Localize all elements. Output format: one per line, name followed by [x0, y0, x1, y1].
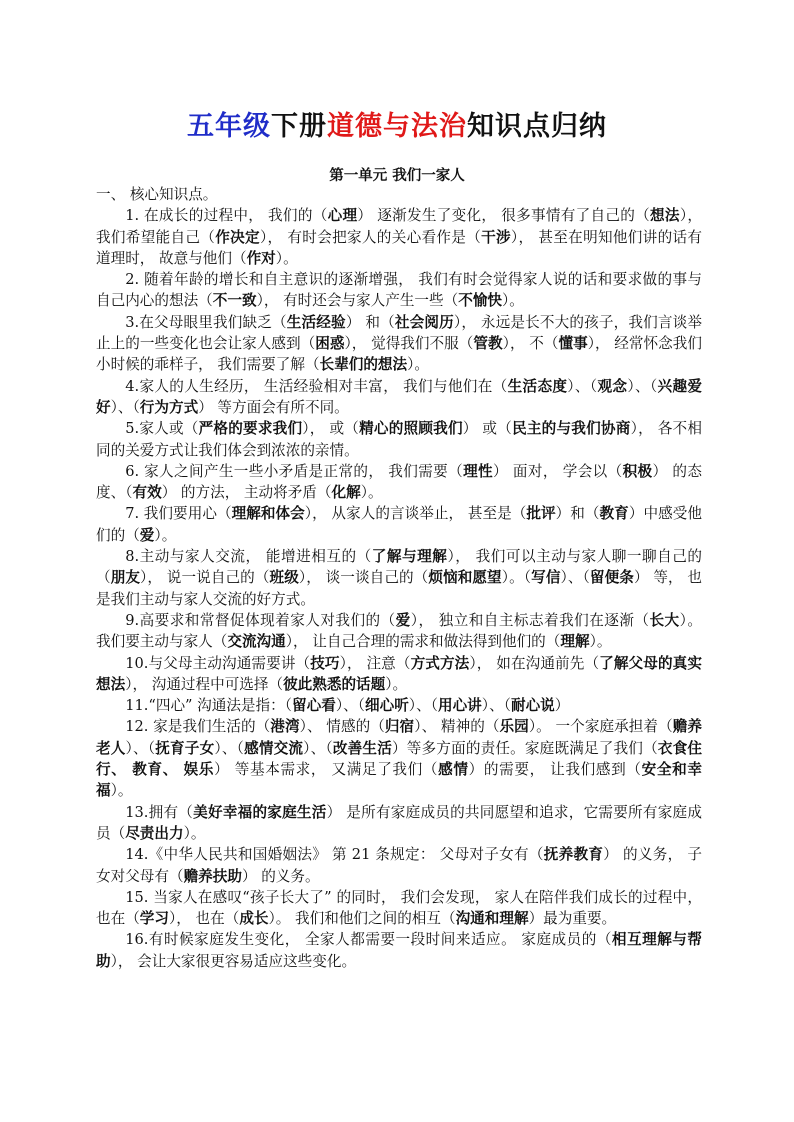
key-term: 理性 — [463, 462, 493, 480]
key-term: 不愉快 — [458, 292, 503, 310]
text-run: 12. 家是我们生活的（ — [125, 718, 271, 736]
text-run: ） 逐渐发生了变化， 很多事情有了自己的（ — [357, 207, 651, 225]
text-run: ）， 也在（ — [169, 910, 240, 928]
text-run: ） 的义务。 — [241, 867, 320, 885]
text-run: ） 等， 也是我们主动与家人交流的好方式。 — [96, 569, 702, 608]
key-term: 赡养老人 — [96, 718, 702, 757]
text-run: ）， 永远是长不大的孩子，我们言谈举止上的一些变化也会让家人感到（ — [96, 313, 703, 353]
text-run: ）最为重要。 — [528, 910, 617, 928]
text-run: ）。（ — [501, 569, 532, 587]
title-summary: 知识点归纳 — [467, 111, 607, 142]
text-run: ）、（ — [335, 697, 365, 715]
text-run: ）， 会让大家很更容易适应这些变化。 — [110, 952, 357, 970]
key-term: 留心看 — [292, 697, 336, 715]
text-run: ）， 各不相同的关爱方式让我们体会到浓浓的亲情。 — [96, 420, 702, 459]
key-term: 抚育子女 — [155, 739, 215, 757]
key-term: 安全和幸福 — [96, 761, 702, 800]
text-run: ） 的态度、（ — [96, 462, 702, 502]
text-run: ）。 — [275, 249, 298, 267]
title-subject: 道德与法治 — [327, 111, 467, 142]
text-run: ）的需要， 让我们感到（ — [468, 761, 642, 779]
key-term: 长大 — [649, 611, 680, 629]
key-term: 爱 — [139, 526, 155, 544]
knowledge-point-1 — [96, 205, 702, 269]
text-run: ）、（ — [214, 739, 245, 757]
text-run: 10.与父母主动沟通需要讲（ — [125, 654, 311, 672]
text-run: 16.有时候家庭发生变化， 全家人都需要一段时间来适应。 家庭成员的（ — [125, 931, 612, 949]
key-term: 生活经验 — [286, 313, 346, 331]
text-run: ）、（ — [627, 377, 658, 395]
key-term: 积极 — [622, 462, 653, 480]
key-term: 相互理解与帮助 — [96, 931, 702, 970]
key-term: 衣食住行、 教育、 娱乐 — [96, 739, 702, 779]
knowledge-point-2 — [96, 269, 702, 312]
text-run: ）。 我们和他们之间的相互（ — [268, 910, 456, 928]
key-term: 有效 — [132, 484, 162, 502]
text-run: ） 等基本需求， 又满足了我们（ — [214, 761, 439, 779]
text-run: 2. 随着年龄的增长和自主意识的逐渐增强， 我们有时会觉得家人说的话和要求做的事与自己内心的想法（ — [96, 271, 702, 310]
text-run: ）， 甚至在明知他们讲的话有道理时， 故意与他们（ — [96, 228, 702, 267]
text-run: ）。 我们要主动与家人（ — [96, 611, 702, 651]
key-term: 作决定 — [215, 228, 260, 246]
key-term: 感情交流 — [244, 739, 304, 757]
key-term: 严格的要求我们 — [198, 420, 303, 438]
knowledge-point-10 — [96, 653, 702, 696]
text-run: ）、（ — [125, 739, 156, 757]
key-term: 兴趣爱好 — [96, 377, 702, 416]
key-term: 沟通和理解 — [455, 910, 529, 928]
key-term: 不一致 — [212, 292, 257, 310]
text-run: 14.《中华人民共和国婚姻法》 第 21 条规定： 父母对子女有（ — [125, 846, 544, 864]
key-term: 民主的与我们协商 — [512, 420, 631, 438]
title-volume: 下册 — [271, 111, 327, 142]
key-term: 管教 — [473, 335, 503, 353]
key-term: 感情 — [438, 761, 469, 779]
text-run: ）。 — [385, 675, 408, 693]
key-term: 朋友 — [110, 569, 141, 587]
knowledge-point-8 — [96, 546, 702, 610]
key-term: 教育 — [599, 505, 629, 523]
key-term: 写信 — [531, 569, 561, 587]
text-run: ）。 — [183, 824, 206, 842]
key-term: 交流沟通 — [227, 633, 286, 651]
text-run: ） 面对， 学会以（ — [492, 462, 623, 480]
text-run: ）， 谈一谈自己的（ — [298, 569, 429, 587]
key-term: 懂事 — [558, 335, 588, 353]
text-run: 8.主动与家人交流， 能增进相互的（ — [125, 548, 372, 566]
text-run: ）， 不（ — [502, 335, 559, 353]
text-run: ） 和（ — [345, 313, 395, 331]
key-term: 技巧 — [310, 654, 340, 672]
key-term: 乐园 — [499, 718, 529, 736]
key-term: 细心听 — [365, 697, 409, 715]
text-run: ）、（ — [110, 398, 140, 416]
text-run: ）等多方面的责任。家庭既满足了我们（ — [391, 739, 658, 757]
text-run: ）， 让自己合理的需求和做法得到他们的（ — [285, 633, 561, 651]
key-term: 港湾 — [270, 718, 300, 736]
key-term: 烦恼和愿望 — [428, 569, 502, 587]
text-run: ）， 经常怀念我们小时候的乖样子， 我们需要了解（ — [96, 335, 702, 374]
knowledge-point-14 — [96, 844, 702, 887]
text-run: ）， 说一说自己的（ — [140, 569, 270, 587]
key-term: 观念 — [597, 377, 628, 395]
key-term: 作对 — [246, 249, 276, 267]
title-grade: 五年级 — [187, 111, 271, 142]
key-term: 用心讲 — [437, 697, 482, 715]
text-run: 3.在父母眼里我们缺乏（ — [125, 313, 287, 331]
text-run: ） 的义务， 子女对父母有（ — [96, 846, 702, 885]
text-run: ）。 — [502, 292, 524, 310]
knowledge-point-6 — [96, 461, 702, 504]
text-run: ）。 一个家庭承担着（ — [528, 718, 673, 736]
key-term: 想法 — [650, 207, 680, 225]
key-term: 了解父母的真实想法 — [96, 654, 702, 693]
text-run: ）中感受他们的（ — [96, 505, 702, 544]
text-run: ）， 如在沟通前先（ — [469, 654, 600, 672]
text-run: ）， 沟通过程中可选择（ — [125, 675, 284, 693]
knowledge-point-16 — [96, 929, 702, 972]
key-term: 改善生活 — [332, 739, 392, 757]
key-term: 美好幸福的家庭生活 — [193, 803, 327, 821]
key-term: 方式方法 — [410, 654, 470, 672]
text-run: ）， 从家人的言谈举止， 甚至是（ — [304, 505, 527, 523]
text-run: 15. 当家人在感叹“孩子长大了” 的同时， 我们会发现， 家人在陪伴我们成长的过程中， 也在（ — [96, 888, 702, 928]
key-term: 成长 — [239, 910, 269, 928]
text-run: 4.家人的人生经历， 生活经验相对丰富， 我们与他们在（ — [125, 377, 508, 395]
key-term: 化解 — [331, 484, 361, 502]
text-run: ）。 — [110, 782, 133, 800]
key-term: 彼此熟悉的话题 — [283, 675, 386, 693]
document-title — [0, 104, 794, 143]
knowledge-point-11 — [96, 695, 702, 716]
text-run: ）、（ — [481, 697, 511, 715]
knowledge-point-list — [96, 205, 702, 972]
text-run: ）、（ — [303, 739, 333, 757]
key-term: 爱 — [395, 611, 411, 629]
text-run: ）， 独立和自主标志着我们在逐渐（ — [410, 611, 650, 629]
key-term: 理解 — [560, 633, 590, 651]
key-term: 留便条 — [589, 569, 634, 587]
text-run: ）， 注意（ — [339, 654, 411, 672]
text-run: ）， 我们可以主动与家人聊一聊自己的（ — [96, 548, 702, 587]
knowledge-point-3 — [96, 312, 702, 376]
text-run: ） 等方面会有所不同。 — [198, 398, 349, 416]
key-term: 了解与理解 — [371, 548, 448, 566]
key-term: 行为方式 — [139, 398, 199, 416]
knowledge-point-15 — [96, 887, 702, 930]
text-run: ）。 — [407, 356, 430, 374]
knowledge-point-9 — [96, 610, 702, 653]
key-term: 精心的照顾我们 — [359, 420, 463, 438]
text-run: ） 或（ — [462, 420, 513, 438]
text-run: ）、 精神的（ — [414, 718, 500, 736]
text-run: 1. 在成长的过程中， 我们的（ — [125, 207, 328, 225]
key-term: 班级 — [269, 569, 299, 587]
key-term: 批评 — [526, 505, 556, 523]
key-term: 困惑 — [315, 335, 345, 353]
text-run: ）， 有时还会与家人产生一些（ — [256, 292, 459, 310]
text-run: 11.“四心” 沟通法是指：（ — [125, 697, 293, 715]
text-run: ）、 情感的（ — [299, 718, 385, 736]
key-term: 社会阅历 — [394, 313, 454, 331]
text-run: ） 是所有家庭成员的共同愿望和追求，它需要所有家庭成员（ — [96, 803, 702, 842]
text-run: ）、（ — [567, 377, 598, 395]
text-run: ）， 或（ — [302, 420, 360, 438]
text-run: 6. 家人之间产生一些小矛盾是正常的， 我们需要（ — [125, 462, 464, 480]
key-term: 学习 — [139, 910, 169, 928]
knowledge-point-12 — [96, 716, 702, 801]
text-run: ）。 — [154, 526, 177, 544]
key-term: 抚养教育 — [543, 846, 604, 864]
text-run: ）和（ — [555, 505, 600, 523]
text-run: ）。 — [360, 484, 383, 502]
key-term: 赡养扶助 — [183, 867, 242, 885]
knowledge-point-13 — [96, 802, 702, 845]
text-run: ）、（ — [408, 697, 438, 715]
text-run: ）。 — [589, 633, 612, 651]
text-run: 5.家人或（ — [125, 420, 199, 438]
key-term: 长辈们的想法 — [319, 356, 408, 374]
knowledge-point-5 — [96, 418, 702, 461]
section-heading: 一、 核心知识点。 — [96, 186, 218, 203]
text-run: ） — [554, 697, 570, 715]
key-term: 尽责出力 — [125, 824, 184, 842]
text-run: ）， 觉得我们不服（ — [344, 335, 474, 353]
unit-heading: 第一单元 我们一家人 — [329, 167, 465, 184]
text-run: ）， 我们希望能自己（ — [96, 207, 703, 246]
text-run: 7. 我们要用心（ — [125, 505, 232, 523]
key-term: 干涉 — [481, 228, 511, 246]
text-run: ）， 有时会把家人的关心看作是（ — [259, 228, 482, 246]
text-run: ） 的方法， 主动将矛盾（ — [161, 484, 332, 502]
key-term: 归宿 — [384, 718, 415, 736]
knowledge-point-4 — [96, 376, 702, 419]
key-term: 耐心说 — [510, 697, 555, 715]
key-term: 心理 — [327, 207, 358, 225]
text-run: 9.高要求和常督促体现着家人对我们的（ — [125, 611, 396, 629]
document-body — [96, 184, 702, 972]
key-term: 理解和体会 — [231, 505, 305, 523]
key-term: 生活态度 — [507, 377, 568, 395]
text-run: ）、（ — [560, 569, 590, 587]
knowledge-point-7 — [96, 503, 702, 546]
text-run: 13.拥有（ — [125, 803, 194, 821]
